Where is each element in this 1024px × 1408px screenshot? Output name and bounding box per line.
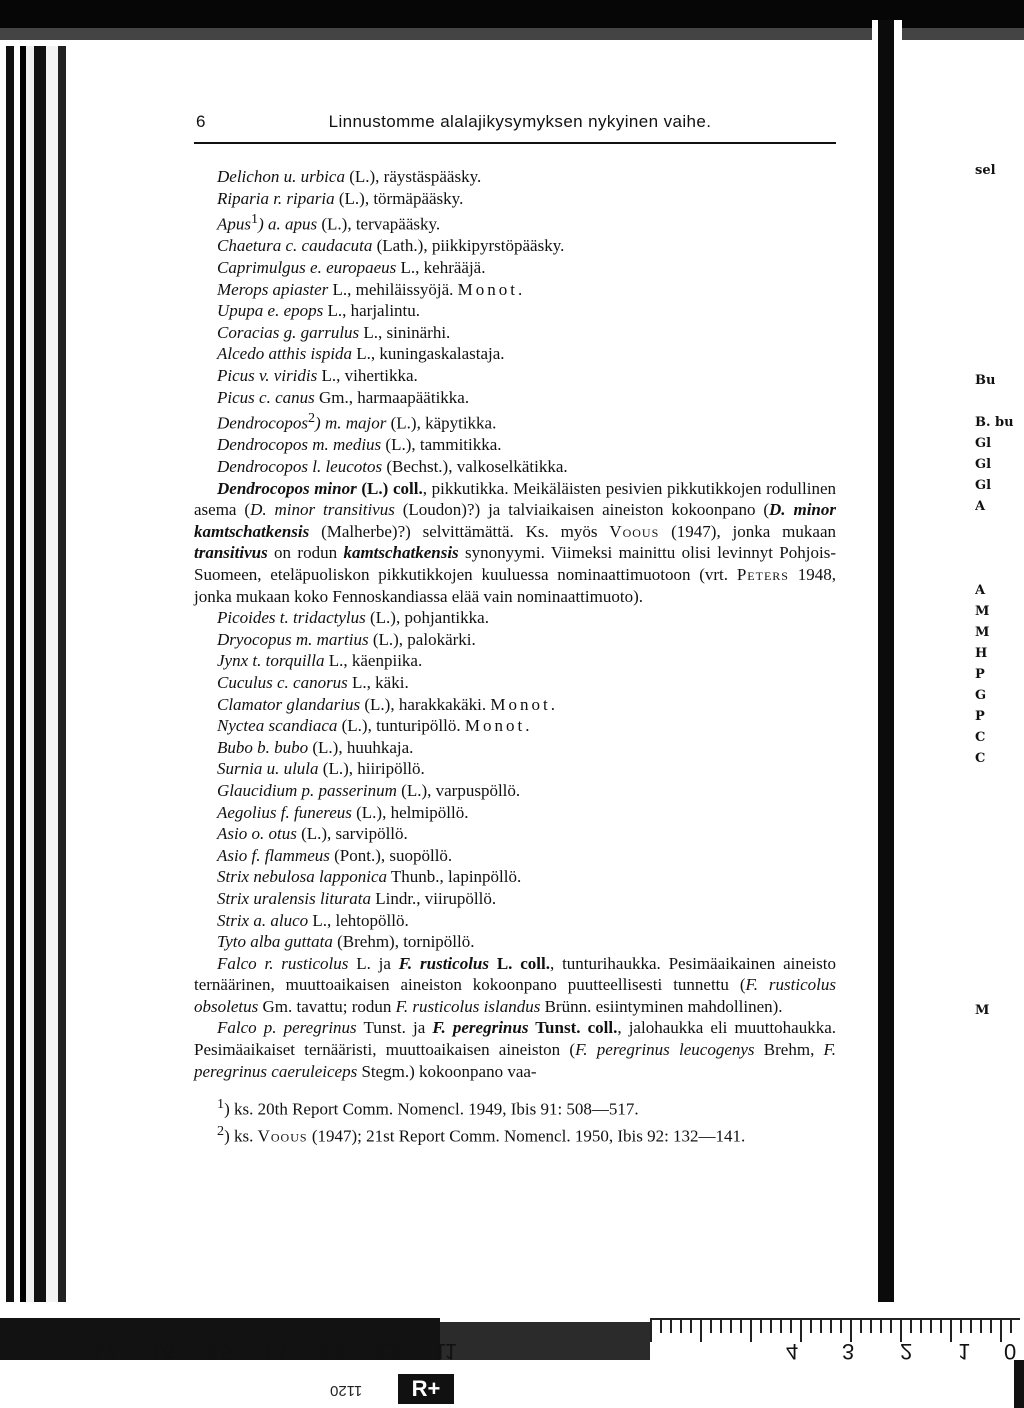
margin-fragment: M bbox=[975, 1003, 990, 1018]
sci-name: kamtschatkensis bbox=[343, 543, 459, 563]
ruler-tick bbox=[870, 1320, 872, 1333]
species-entry bbox=[194, 672, 836, 694]
sci-name: Caprimulgus e. europaeus bbox=[217, 258, 397, 278]
margin-fragment bbox=[975, 832, 1023, 853]
margin-fragment bbox=[975, 958, 1023, 979]
author-name: Voous bbox=[257, 1126, 308, 1146]
sci-name: Asio o. otus bbox=[217, 824, 297, 844]
margin-fragment: A bbox=[975, 499, 986, 514]
common-name: (L.), sarvipöllö. bbox=[296, 824, 408, 844]
sci-name: Coracias g. garrulus bbox=[217, 322, 360, 342]
margin-fragment: B. bu bbox=[975, 415, 1014, 430]
ruler-tick bbox=[910, 1320, 912, 1333]
species-entry bbox=[194, 408, 836, 434]
ruler-tick bbox=[670, 1320, 672, 1333]
ruler-tick bbox=[990, 1320, 992, 1333]
sci-name: Riparia r. riparia bbox=[217, 188, 335, 208]
footnote-ref: 1 bbox=[251, 211, 259, 228]
species-entry bbox=[194, 188, 836, 210]
common-name: L., vihertikka. bbox=[317, 366, 418, 385]
ruler-tick bbox=[840, 1320, 842, 1333]
margin-fragment: Gl bbox=[975, 436, 992, 451]
sci-name: Strix nebulosa lapponica bbox=[217, 867, 387, 887]
running-title: Linnustomme alalajikysymyksen nykyinen vaihe. bbox=[328, 112, 712, 131]
species-entry bbox=[194, 866, 836, 888]
sci-name: Picoides t. tridactylus bbox=[217, 608, 366, 628]
common-name: L., kuningaskalastaja. bbox=[352, 344, 505, 364]
common-name: L., harjalintu. bbox=[323, 301, 421, 321]
common-name: (L.), tammitikka. bbox=[381, 435, 502, 455]
species-entry-falco-rusticolus bbox=[194, 953, 836, 1018]
species-entry bbox=[194, 343, 836, 365]
common-name: L., lehtopöllö. bbox=[308, 910, 409, 930]
sci-name: Nyctea scandiaca bbox=[217, 716, 338, 736]
species-entry bbox=[194, 694, 836, 716]
sci-name: F. peregrinus leucogenys bbox=[575, 1040, 755, 1060]
species-entry bbox=[194, 166, 836, 188]
ruler-tick bbox=[880, 1320, 882, 1333]
sci-name: Dendrocopos bbox=[217, 413, 308, 433]
sci-name: Upupa e. epops bbox=[217, 301, 324, 321]
margin-fragment bbox=[975, 937, 1023, 958]
sci-name: Apus bbox=[217, 214, 251, 234]
common-name: L., käenpiika. bbox=[324, 651, 423, 671]
species-entry bbox=[194, 888, 836, 910]
common-name: L., kehrääjä. bbox=[396, 258, 486, 278]
common-name: (Bechst.), valkoselkätikka. bbox=[382, 457, 568, 477]
page-number: 6 bbox=[196, 112, 206, 131]
ruler-tick bbox=[980, 1320, 982, 1333]
common-name: L., mehiläissyöjä. bbox=[328, 279, 458, 299]
sci-name: F. rusticolus islandus bbox=[395, 996, 541, 1016]
sci-name: Clamator glandarius bbox=[217, 694, 361, 714]
sci-name: Chaetura c. caudacuta bbox=[217, 236, 373, 256]
sci-name: ) a. apus bbox=[258, 214, 318, 234]
common-name: (L.), räystäspääsky. bbox=[344, 167, 482, 186]
scan-right-edge bbox=[1014, 1360, 1024, 1408]
species-entry bbox=[194, 910, 836, 932]
margin-fragment: M bbox=[975, 604, 990, 619]
footnote-text: (1947); 21st Report Comm. Nomencl. 1950, Ibis 92: 132—141. bbox=[307, 1126, 746, 1146]
ruler-number: 4 bbox=[786, 1339, 799, 1364]
authority: L. coll. bbox=[488, 953, 550, 973]
ruler-tick bbox=[860, 1320, 862, 1333]
entry-text: L. ja bbox=[348, 953, 399, 973]
ruler-number: 16 bbox=[150, 1339, 175, 1364]
species-entry bbox=[194, 434, 836, 456]
sci-name: F. peregrinus caeruleiceps bbox=[194, 1040, 836, 1081]
common-name: (L.), palokärki. bbox=[368, 629, 476, 649]
margin-fragment bbox=[975, 349, 1023, 370]
ruler-tick bbox=[730, 1320, 732, 1333]
ruler-tick bbox=[830, 1320, 832, 1333]
ruler-number: 1 bbox=[958, 1339, 971, 1364]
common-name: Lindr., viirupöllö. bbox=[370, 888, 497, 908]
sci-name: Alcedo atthis ispida bbox=[217, 344, 353, 364]
ruler-tick bbox=[920, 1320, 922, 1333]
entry-text: Gm. tavattu; rodun bbox=[258, 996, 396, 1016]
species-entries-group-2 bbox=[194, 607, 836, 953]
monotypic-mark: Monot. bbox=[464, 716, 533, 736]
scan-binding-shadow bbox=[872, 20, 902, 1310]
common-name: Gm., harmaapäätikka. bbox=[314, 387, 470, 407]
species-entry bbox=[194, 650, 836, 672]
margin-fragment bbox=[975, 391, 1023, 412]
species-entry bbox=[194, 629, 836, 651]
species-entry bbox=[194, 257, 836, 279]
sci-name: F. rusticolus bbox=[398, 953, 489, 973]
common-name: (L.), käpytikka. bbox=[386, 413, 497, 433]
sci-name: Cuculus c. canorus bbox=[217, 672, 348, 692]
margin-fragment: P bbox=[975, 709, 985, 724]
species-entry-dendrocopos-minor bbox=[194, 478, 836, 608]
sci-name: Aegolius f. funereus bbox=[217, 802, 352, 822]
species-entry bbox=[194, 780, 836, 802]
ruler-number: 12 bbox=[376, 1339, 401, 1364]
margin-fragment bbox=[975, 328, 1023, 349]
ruler-tick bbox=[780, 1320, 782, 1333]
margin-fragment bbox=[975, 538, 1023, 559]
margin-fragment: Bu bbox=[975, 373, 996, 388]
species-entry bbox=[194, 322, 836, 344]
species-entry bbox=[194, 931, 836, 953]
sci-name: Glaucidium p. passerinum bbox=[217, 780, 397, 800]
sci-name: Dryocopus m. martius bbox=[217, 629, 369, 649]
common-name: (L.), tunturipöllö. bbox=[337, 716, 465, 736]
sci-name: Dendrocopos l. leucotos bbox=[217, 457, 383, 477]
footnotes bbox=[194, 1094, 836, 1147]
monotypic-mark: Monot. bbox=[490, 694, 558, 714]
margin-fragment: Gl bbox=[975, 457, 992, 472]
common-name: (Pont.), suopöllö. bbox=[329, 845, 453, 865]
authority: (L.) coll. bbox=[356, 478, 423, 498]
species-entry bbox=[194, 365, 836, 387]
common-name: (L.), helmipöllö. bbox=[351, 802, 469, 822]
entry-text: (Malherbe)?) selvittämättä. Ks. myös bbox=[309, 521, 610, 541]
sci-name: Dendrocopos m. medius bbox=[217, 435, 382, 455]
sci-name: Delichon u. urbica bbox=[217, 167, 345, 186]
footnote-mark: 2 bbox=[217, 1122, 225, 1139]
footnote-text: ) ks. bbox=[224, 1126, 258, 1146]
species-entry bbox=[194, 456, 836, 478]
stamp-number: 1120 bbox=[330, 1382, 363, 1399]
footnote-ref: 2 bbox=[307, 410, 316, 427]
margin-fragment: C bbox=[975, 751, 986, 766]
margin-fragment bbox=[975, 244, 1023, 265]
common-name: (L.), hiiripöllö. bbox=[318, 759, 425, 779]
ruler-tick bbox=[680, 1320, 682, 1333]
species-entry-falco-peregrinus bbox=[194, 1017, 836, 1082]
ruler-tick bbox=[950, 1320, 952, 1342]
sci-name: Strix a. aluco bbox=[217, 910, 309, 930]
margin-fragment bbox=[975, 181, 1023, 202]
common-name: (Brehm), tornipöllö. bbox=[332, 932, 475, 952]
sci-name: transitivus bbox=[194, 543, 268, 563]
ruler-tick bbox=[820, 1320, 822, 1333]
margin-fragment: A bbox=[975, 583, 986, 598]
margin-fragment bbox=[975, 265, 1023, 286]
entry-text: (1947), jonka mukaan bbox=[659, 521, 836, 541]
sci-name: Picus v. viridis bbox=[217, 366, 318, 385]
sci-name: Tyto alba guttata bbox=[217, 932, 333, 952]
entry-text: Brünn. esiintyminen mahdollinen). bbox=[540, 996, 783, 1016]
common-name: (L.), huuhkaja. bbox=[308, 737, 414, 757]
species-entry bbox=[194, 845, 836, 867]
species-entry bbox=[194, 235, 836, 257]
ruler-number: 17 bbox=[92, 1339, 117, 1364]
sci-name: Bubo b. bubo bbox=[217, 737, 309, 757]
common-name: (L.), törmäpääsky. bbox=[334, 188, 464, 208]
entry-text: (Loudon)?) ja talviaikaisen aineiston kokoonpano ( bbox=[394, 500, 770, 520]
margin-fragment bbox=[975, 559, 1023, 580]
ruler-number: 2 bbox=[900, 1339, 913, 1364]
species-entry bbox=[194, 737, 836, 759]
entry-text: synonyymi. Viimeksi mainittu olisi levinnyt Pohjois-Suomeen, eteläpuoliskon pikkutikkojen kuuluessa nominaattimuotoon (vrt. bbox=[194, 543, 836, 584]
margin-fragment bbox=[975, 517, 1023, 538]
margin-fragment bbox=[975, 223, 1023, 244]
sci-name: Surnia u. ulula bbox=[217, 759, 319, 779]
species-entry bbox=[194, 209, 836, 235]
common-name: (L.), harakkakäki. bbox=[360, 694, 491, 714]
margin-fragment: H bbox=[975, 646, 988, 661]
book-page bbox=[194, 112, 836, 1147]
ruler-tick bbox=[660, 1320, 662, 1333]
sci-name: D. minor transitivus bbox=[250, 500, 395, 520]
species-entry bbox=[194, 823, 836, 845]
entry-text: Tunst. ja bbox=[356, 1018, 433, 1038]
common-name: (L.), pohjantikka. bbox=[365, 608, 489, 628]
common-name: Thunb., lapinpöllö. bbox=[386, 867, 522, 887]
ruler-tick bbox=[940, 1320, 942, 1333]
entry-text: Brehm, bbox=[754, 1040, 824, 1060]
footnote-text: ) ks. 20th Report Comm. Nomencl. 1949, Ibis 91: 508—517. bbox=[224, 1099, 639, 1119]
footnote-mark: 1 bbox=[217, 1096, 225, 1113]
common-name: (L.), varpuspöllö. bbox=[396, 780, 521, 800]
ruler-number: 11 bbox=[434, 1339, 457, 1364]
sci-name: Falco p. peregrinus bbox=[217, 1018, 357, 1038]
margin-fragment bbox=[975, 811, 1023, 832]
ruler-number: 14 bbox=[262, 1339, 287, 1364]
ruler-tick bbox=[720, 1320, 722, 1333]
sci-name: Falco r. rusticolus bbox=[217, 953, 349, 973]
ruler-tick bbox=[800, 1320, 802, 1342]
ruler-tick bbox=[750, 1320, 752, 1342]
ruler-tick bbox=[650, 1320, 652, 1342]
species-list bbox=[194, 166, 836, 1082]
entry-text: 1948, jonka mukaan koko Fennoskandiassa elää vain nominaattimuoto). bbox=[194, 565, 836, 606]
common-name: (L.), tervapääsky. bbox=[317, 214, 441, 234]
margin-fragment bbox=[975, 769, 1023, 790]
author-name: Voous bbox=[609, 521, 660, 541]
ruler-tick bbox=[690, 1320, 692, 1333]
common-name: L., käki. bbox=[347, 672, 409, 692]
species-entry bbox=[194, 607, 836, 629]
entry-text: on rodun bbox=[267, 543, 344, 563]
author-name: Peters bbox=[736, 565, 789, 584]
margin-fragment bbox=[975, 286, 1023, 307]
margin-fragment: M bbox=[975, 625, 990, 640]
sci-name: Dendrocopos minor bbox=[217, 478, 357, 498]
margin-fragment bbox=[975, 916, 1023, 937]
margin-fragment bbox=[975, 790, 1023, 811]
entry-text: Stegm.) kokoonpano vaa- bbox=[357, 1061, 537, 1081]
margin-fragment: C bbox=[975, 730, 986, 745]
ruler-tick bbox=[890, 1320, 892, 1333]
species-entries-group-1 bbox=[194, 166, 836, 478]
ruler-tick bbox=[970, 1320, 972, 1333]
scan-edge-top bbox=[0, 0, 1024, 46]
ruler-tick bbox=[1010, 1320, 1012, 1333]
sci-name: F. rusticolus obsoletus bbox=[194, 975, 836, 1016]
entry-text: , tunturihaukka. Pesimäaikainen aineisto ternäärinen, muuttoaikaisen aineiston kokoonpano puutteellisesti tunnettu ( bbox=[194, 953, 836, 995]
species-entry bbox=[194, 715, 836, 737]
sci-name: F. peregrinus bbox=[432, 1018, 529, 1038]
ruler-tick bbox=[770, 1320, 772, 1333]
ruler-tick bbox=[930, 1320, 932, 1333]
footnote-1 bbox=[194, 1094, 836, 1120]
footnote-2 bbox=[194, 1121, 836, 1147]
ruler-tick bbox=[710, 1320, 712, 1333]
ruler-number: 3 bbox=[842, 1339, 855, 1364]
margin-fragment bbox=[975, 853, 1023, 874]
species-entry bbox=[194, 802, 836, 824]
entry-text: , pikkutikka. Meikäläisten pesivien pikkutikkojen rodullinen asema ( bbox=[194, 478, 836, 520]
sci-name: Strix uralensis liturata bbox=[217, 888, 371, 908]
ruler-number: 0 bbox=[1004, 1339, 1017, 1364]
ruler-tick bbox=[1000, 1320, 1002, 1342]
ruler-tick bbox=[790, 1320, 792, 1333]
margin-fragment bbox=[975, 979, 1023, 1000]
running-head bbox=[194, 112, 836, 144]
monotypic-mark: Monot. bbox=[457, 279, 526, 299]
species-entry bbox=[194, 387, 836, 409]
ruler-tick bbox=[760, 1320, 762, 1333]
ruler-tick bbox=[810, 1320, 812, 1333]
sci-name: D. minor kamtschatkensis bbox=[194, 500, 836, 541]
margin-fragment bbox=[975, 307, 1023, 328]
common-name: L., sininärhi. bbox=[359, 322, 451, 342]
margin-fragment bbox=[975, 895, 1023, 916]
margin-fragment: P bbox=[975, 667, 985, 682]
entry-text: , jalohaukka eli muuttohaukka. Pesimäaikaiset ternääristi, muuttoaikaisen aineiston ( bbox=[194, 1018, 837, 1060]
margin-fragment: Gl bbox=[975, 478, 992, 493]
ruler-tick bbox=[960, 1320, 962, 1333]
ruler-number: 15 bbox=[208, 1339, 233, 1364]
species-entry bbox=[194, 300, 836, 322]
ruler-number: 13 bbox=[320, 1339, 345, 1364]
margin-fragment: sel bbox=[975, 163, 996, 178]
ruler-tick bbox=[740, 1320, 742, 1333]
species-entry bbox=[194, 758, 836, 780]
authority: Tunst. coll. bbox=[528, 1018, 618, 1038]
margin-fragment: G bbox=[975, 688, 987, 703]
scan-bottom-strip-2 bbox=[440, 1322, 650, 1360]
margin-fragment bbox=[975, 202, 1023, 223]
scan-stamp: R+ bbox=[398, 1374, 454, 1404]
sci-name: Merops apiaster bbox=[217, 279, 329, 299]
species-entry bbox=[194, 279, 836, 301]
sci-name: ) m. major bbox=[315, 413, 387, 433]
margin-fragment bbox=[975, 874, 1023, 895]
common-name: (Lath.), piikkipyrstöpääsky. bbox=[372, 236, 565, 256]
sci-name: Asio f. flammeus bbox=[217, 845, 330, 865]
ruler-tick bbox=[700, 1320, 702, 1342]
sci-name: Picus c. canus bbox=[217, 387, 315, 407]
scan-edge-left bbox=[0, 0, 92, 1408]
facing-page-fragments bbox=[975, 160, 1023, 1021]
sci-name: Jynx t. torquilla bbox=[217, 651, 325, 671]
